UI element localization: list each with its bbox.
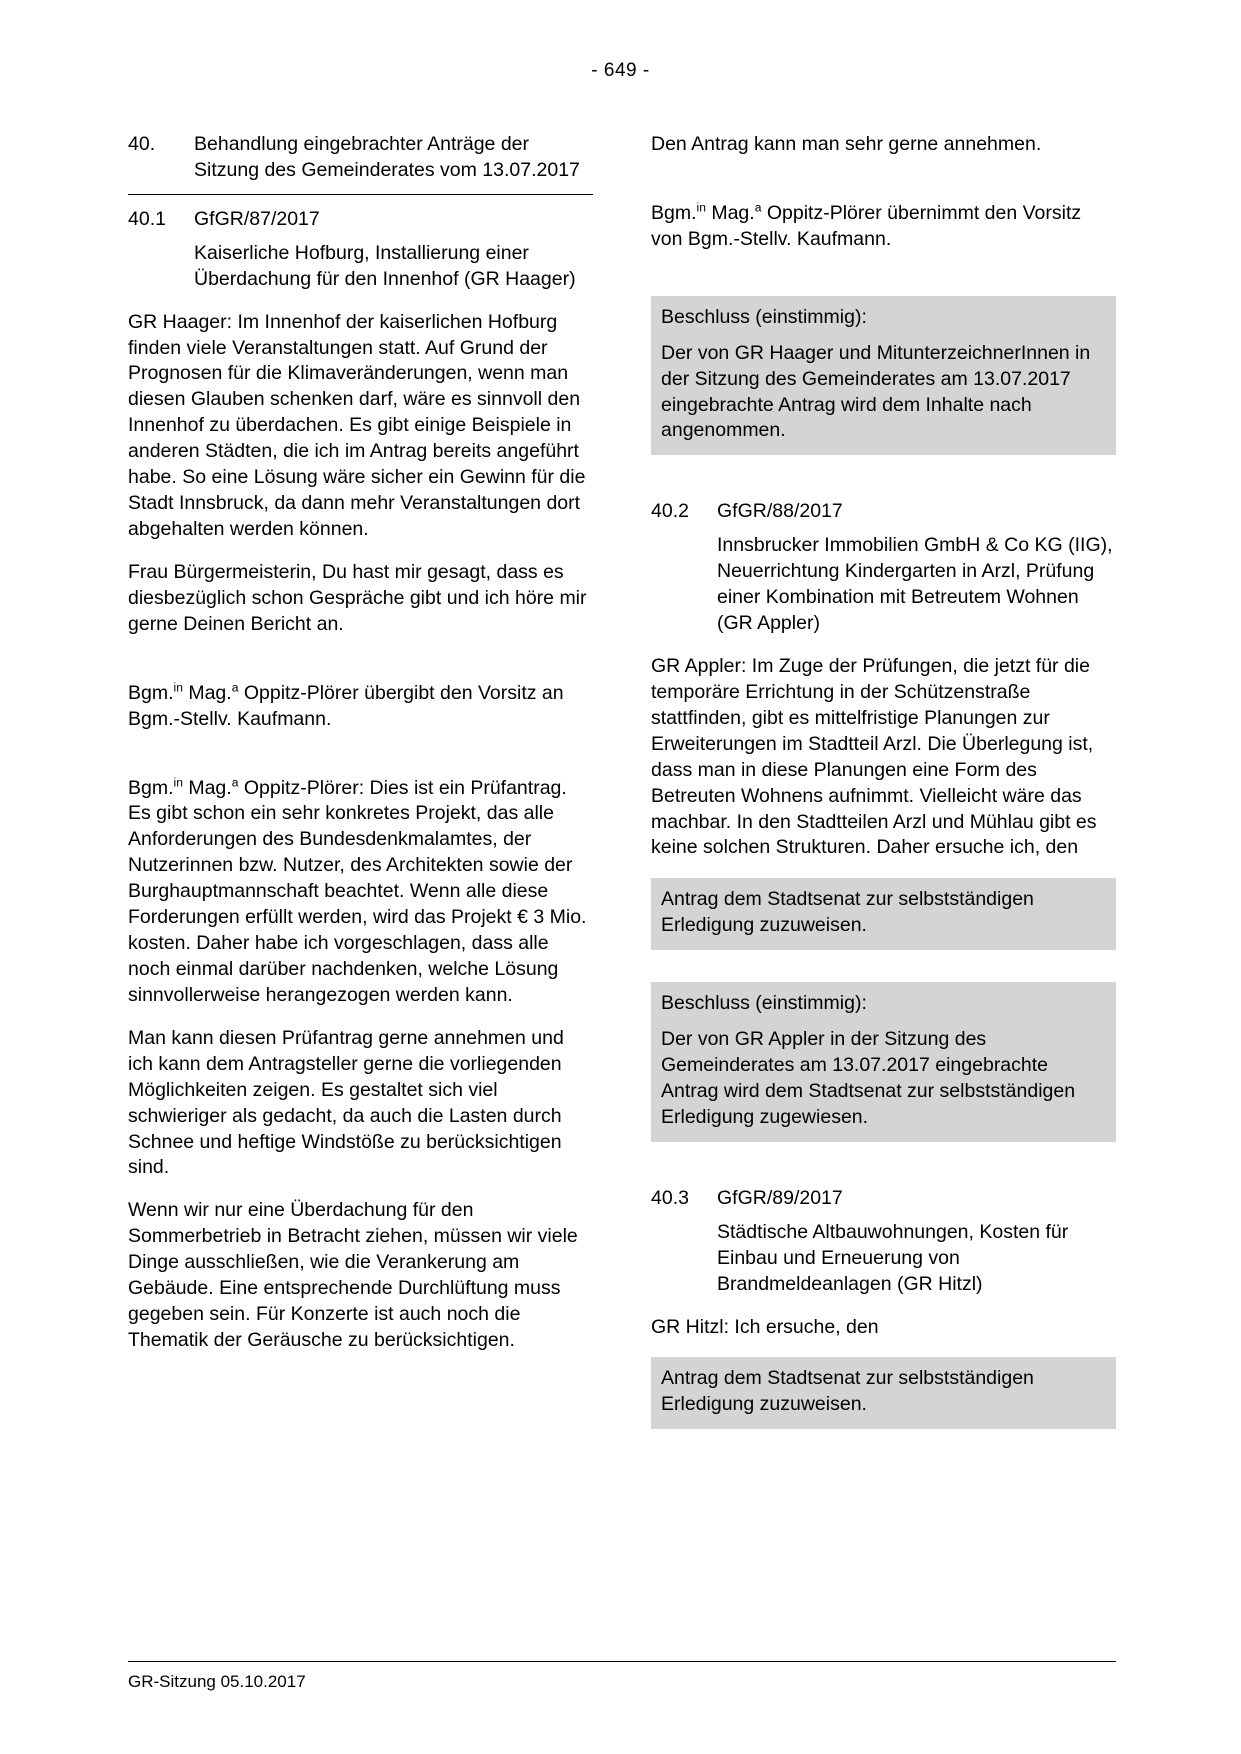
chair-handover-superscript-in: in [173,680,183,695]
paragraph-gap-7 [651,1160,1116,1186]
paragraph-antrag-annehmen: Den Antrag kann man sehr gerne annehmen. [651,133,1042,155]
motion-2-text: Antrag dem Stadtsenat zur selbstständigen Erledigung zuzuweisen. [661,1367,1034,1416]
paragraph-pruefantrag: Man kann diesen Prüfantrag gerne annehmen und ich kann dem Antragsteller gerne die vorliegenden Möglichkeiten zeigen. Es gestaltet sich viel schwieriger als gedacht, da auch die Lasten durch Schnee und heftige Windstöße zu berücksichtigen sind. [128,1026,564,1179]
mayor-statement-superscript-in: in [173,775,183,790]
resolution-1-title: Beschluss (einstimmig): [661,305,867,328]
agenda-item-40-title: Behandlung eingebrachter Anträge der Sitzung des Gemeinderates vom 13.07.2017 [194,133,580,181]
paragraph-appler-statement: GR Appler: Im Zuge der Prüfungen, die jetzt für die temporäre Errichtung in der Schützenstraße stattfinden, gibt es mittelfristige Planungen zur Erweiterungen im Stadtteil Arzl. Die Überlegung ist, dass man in diese Planungen eine Form des Betreuten Wohnens aufnimmt. Vielleicht wäre das machbar. In den Stadtteilen Arzl und Mühlau gibt es keine solchen Strukturen. Daher ersuche ich, den [651,654,1097,859]
agenda-item-40-2 [651,499,1116,525]
page-number: - 649 - [591,60,650,81]
paragraph-hitzl-statement: GR Hitzl: Ich ersuche, den [651,1315,879,1338]
chair-takeover-post: Oppitz-Plörer übernimmt den Vorsitz von Bgm.-Stellv. Kaufmann. [651,201,1082,250]
paragraph-gap-3 [651,175,1116,201]
right-column [651,132,1116,1447]
two-column-body [128,132,1116,1447]
chair-handover-post: Oppitz-Plörer übergibt den Vorsitz an Bgm.-Stellv. Kaufmann. [128,681,564,730]
section-divider [128,194,593,195]
agenda-item-40-3-number: 40.3 [651,1186,689,1209]
page-footer [128,1661,1116,1692]
footer-session-label: GR-Sitzung 05.10.2017 [128,1672,306,1691]
agenda-item-40-3-code: GfGR/89/2017 [717,1186,843,1209]
motion-block-2 [651,1357,1116,1429]
mayor-statement-post: Oppitz-Plörer: Dies ist ein Prüfantrag. Es gibt schon ein sehr konkretes Projekt, das alle Anforderungen des Bundesdenkmalamtes, der Nutzerinnen bzw. Nutzer, des Architekten sowie der Burghauptmannschaft beachtet. Wenn alle diese Forderungen erfüllt werden, wird das Projekt € 3 Mio. kosten. Daher habe ich vorgeschlagen, dass alle noch einmal darüber nachdenken, welche Lösung sinnvollerweise herangezogen werden kann. [128,776,587,1006]
footer-divider [128,1661,1116,1662]
agenda-item-40-2-code: GfGR/88/2017 [717,500,843,523]
paragraph-mayor-statement [128,776,593,1009]
paragraph-chair-handover [128,681,593,733]
resolution-2-title: Beschluss (einstimmig): [661,992,867,1015]
paragraph-gap-2 [128,750,593,776]
mayor-statement-superscript-a: a [231,775,239,790]
resolution-block-1 [651,296,1116,456]
agenda-item-40-1 [128,207,593,233]
paragraph-sommerbetrieb: Wenn wir nur eine Überdachung für den Sommerbetrieb in Betracht ziehen, müssen wir viele Dinge ausschließen, wie die Verankerung am Gebäude. Eine entsprechende Durchlüftung muss gegeben sein. Für Konzerte ist auch noch die Thematik der Geräusche zu berücksichtigen. [128,1199,578,1351]
chair-takeover-pre: Bgm. [651,201,697,224]
agenda-item-40-2-subject: Innsbrucker Immobilien GmbH & Co KG (IIG), Neuerrichtung Kindergarten in Arzl, Prüfung einer Kombination mit Betreutem Wohnen (GR Appler) [717,534,1113,635]
paragraph-haager-statement: GR Haager: Im Innenhof der kaiserlichen Hofburg finden viele Veranstaltungen statt. Auf Grund der Prognosen für die Klimaveränderungen, wenn man diesen Glauben schenken darf, wäre es sinnvoll den Innenhof zu überdachen. Es gibt einige Beispiele in anderen Städten, die ich im Antrag bereits angeführt habe. So eine Lösung wäre sicher ein Gewinn für die Stadt Innsbruck, da dann mehr Veranstaltungen dort abgehalten werden können. [128,310,586,540]
agenda-item-40 [128,132,593,184]
agenda-item-40-3-subject: Städtische Altbauwohnungen, Kosten für Einbau und Erneuerung von Brandmeldeanlagen (GR Hitzl) [717,1220,1069,1295]
resolution-2-body: Der von GR Appler in der Sitzung des Gemeinderates am 13.07.2017 eingebrachte Antrag wird dem Stadtsenat zur selbstständigen Erledigung zugewiesen. [661,1028,1076,1128]
resolution-1-body: Der von GR Haager und MitunterzeichnerInnen in der Sitzung des Gemeinderates am 13.07.2017 eingebrachte Antrag wird dem Inhalte nach angenommen. [661,341,1091,442]
chair-takeover-superscript-in: in [696,200,706,215]
mayor-statement-pre: Bgm. [128,776,174,799]
paragraph-haager-request: Frau Bürgermeisterin, Du hast mir gesagt, dass es diesbezüglich schon Gespräche gibt und ich höre mir gerne Deinen Bericht an. [128,560,587,635]
agenda-item-40-1-code: GfGR/87/2017 [194,207,320,230]
agenda-item-40-number: 40. [128,133,156,155]
paragraph-gap-5 [651,473,1116,499]
motion-1-text: Antrag dem Stadtsenat zur selbstständigen Erledigung zuzuweisen. [661,888,1034,937]
resolution-block-2 [651,982,1116,1142]
paragraph-gap [128,655,593,681]
paragraph-gap-6 [651,968,1116,982]
mayor-statement-mid: Mag. [182,776,232,799]
left-column [128,132,593,1447]
chair-handover-mid: Mag. [182,681,232,704]
chair-handover-pre: Bgm. [128,681,174,704]
chair-takeover-superscript-a: a [754,200,762,215]
motion-block-1 [651,878,1116,950]
chair-takeover-mid: Mag. [705,201,755,224]
agenda-item-40-1-number: 40.1 [128,207,166,230]
paragraph-chair-takeover [651,201,1116,253]
agenda-item-40-2-number: 40.2 [651,500,689,523]
agenda-item-40-3 [651,1186,1116,1212]
paragraph-gap-4 [651,270,1116,296]
chair-handover-superscript-a: a [231,680,239,695]
agenda-item-40-1-subject: Kaiserliche Hofburg, Installierung einer Überdachung für den Innenhof (GR Haager) [194,241,576,290]
